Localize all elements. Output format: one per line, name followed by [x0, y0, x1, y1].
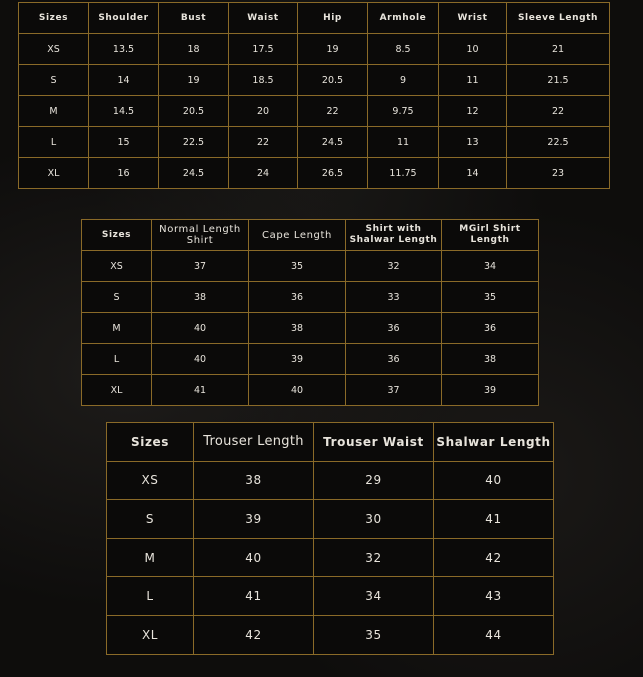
table-cell: 26.5	[298, 158, 368, 189]
table-cell: 32	[346, 251, 442, 282]
table-cell: 22	[229, 127, 298, 158]
header-cell: Shoulder	[89, 3, 159, 34]
header-cell: Shalwar Length	[434, 423, 554, 462]
table-cell: 24.5	[298, 127, 368, 158]
table-cell: M	[82, 313, 152, 344]
table-cell: 43	[434, 577, 554, 616]
table-cell: 13	[439, 127, 507, 158]
table-row	[82, 282, 539, 313]
table-cell: S	[19, 65, 89, 96]
table-cell: 24.5	[159, 158, 229, 189]
table-cell: 34	[314, 577, 434, 616]
table-cell: 39	[442, 375, 539, 406]
table-cell: 22.5	[159, 127, 229, 158]
table-cell: 9	[368, 65, 439, 96]
table-row	[19, 34, 610, 65]
table-cell: 39	[194, 500, 314, 539]
table-cell: 37	[346, 375, 442, 406]
table-cell: 35	[249, 251, 346, 282]
table-row	[107, 500, 554, 539]
table-cell: 22	[507, 96, 610, 127]
header-cell: Waist	[229, 3, 298, 34]
header-cell: Wrist	[439, 3, 507, 34]
table-cell: 35	[314, 615, 434, 654]
header-cell: Trouser Length	[194, 423, 314, 462]
table-cell: 41	[194, 577, 314, 616]
header-cell: Sleeve Length	[507, 3, 610, 34]
table-cell: 12	[439, 96, 507, 127]
table-cell: L	[107, 577, 194, 616]
header-cell: Sizes	[82, 220, 152, 251]
table-cell: 40	[249, 375, 346, 406]
table-cell: M	[19, 96, 89, 127]
table-row	[107, 615, 554, 654]
table-cell: 24	[229, 158, 298, 189]
table-cell: 13.5	[89, 34, 159, 65]
table-cell: 15	[89, 127, 159, 158]
table-cell: 19	[298, 34, 368, 65]
header-cell: Shirt with Shalwar Length	[346, 220, 442, 251]
table-cell: 40	[152, 344, 249, 375]
table-cell: 18.5	[229, 65, 298, 96]
table-cell: XS	[107, 461, 194, 500]
header-cell: MGirl Shirt Length	[442, 220, 539, 251]
table-cell: 20.5	[298, 65, 368, 96]
table-cell: 38	[194, 461, 314, 500]
table-cell: 44	[434, 615, 554, 654]
table-cell: 30	[314, 500, 434, 539]
table-cell: 17.5	[229, 34, 298, 65]
table-cell: 41	[152, 375, 249, 406]
size-chart-shirt-lengths	[81, 219, 539, 406]
table-cell: 16	[89, 158, 159, 189]
table-cell: 21.5	[507, 65, 610, 96]
header-cell: Trouser Waist	[314, 423, 434, 462]
table-cell: 8.5	[368, 34, 439, 65]
table-cell: 36	[346, 344, 442, 375]
table-cell: M	[107, 538, 194, 577]
header-row	[82, 220, 539, 251]
table-cell: 32	[314, 538, 434, 577]
table-cell: 42	[194, 615, 314, 654]
table-cell: L	[82, 344, 152, 375]
size-chart-trousers	[106, 422, 554, 655]
table-cell: 29	[314, 461, 434, 500]
header-cell: Bust	[159, 3, 229, 34]
table-cell: 9.75	[368, 96, 439, 127]
header-row	[107, 423, 554, 462]
table-cell: 36	[442, 313, 539, 344]
table-cell: L	[19, 127, 89, 158]
header-cell: Cape Length	[249, 220, 346, 251]
table-row	[107, 577, 554, 616]
table-row	[19, 127, 610, 158]
table-row	[107, 538, 554, 577]
table-row	[19, 158, 610, 189]
table-cell: 19	[159, 65, 229, 96]
header-cell: Sizes	[107, 423, 194, 462]
table-cell: XL	[19, 158, 89, 189]
header-cell: Normal Length Shirt	[152, 220, 249, 251]
table-cell: 22.5	[507, 127, 610, 158]
table-cell: 14.5	[89, 96, 159, 127]
table-cell: 22	[298, 96, 368, 127]
table-cell: 39	[249, 344, 346, 375]
table-cell: 37	[152, 251, 249, 282]
table-cell: 23	[507, 158, 610, 189]
table-cell: XS	[82, 251, 152, 282]
table-cell: XL	[82, 375, 152, 406]
header-cell: Armhole	[368, 3, 439, 34]
table-cell: 33	[346, 282, 442, 313]
table-cell: 38	[442, 344, 539, 375]
table-row	[19, 96, 610, 127]
table-cell: 14	[439, 158, 507, 189]
table-row	[82, 251, 539, 282]
table-cell: 36	[346, 313, 442, 344]
table-cell: XL	[107, 615, 194, 654]
table-cell: 34	[442, 251, 539, 282]
size-chart-body-measurements	[18, 2, 610, 189]
table-cell: 40	[434, 461, 554, 500]
table-cell: 10	[439, 34, 507, 65]
table-cell: 38	[249, 313, 346, 344]
table-row	[82, 375, 539, 406]
table-cell: 11.75	[368, 158, 439, 189]
header-row	[19, 3, 610, 34]
table-cell: S	[82, 282, 152, 313]
table-cell: 42	[434, 538, 554, 577]
table-cell: 40	[152, 313, 249, 344]
table-cell: 41	[434, 500, 554, 539]
table-cell: 11	[368, 127, 439, 158]
table-cell: 21	[507, 34, 610, 65]
table-cell: 40	[194, 538, 314, 577]
table-cell: 38	[152, 282, 249, 313]
table-row	[107, 461, 554, 500]
table-row	[19, 65, 610, 96]
table-row	[82, 313, 539, 344]
table-cell: 20	[229, 96, 298, 127]
table-cell: S	[107, 500, 194, 539]
table-row	[82, 344, 539, 375]
table-cell: XS	[19, 34, 89, 65]
table-cell: 36	[249, 282, 346, 313]
table-cell: 20.5	[159, 96, 229, 127]
header-cell: Hip	[298, 3, 368, 34]
header-cell: Sizes	[19, 3, 89, 34]
table-cell: 18	[159, 34, 229, 65]
table-cell: 14	[89, 65, 159, 96]
table-cell: 11	[439, 65, 507, 96]
table-cell: 35	[442, 282, 539, 313]
